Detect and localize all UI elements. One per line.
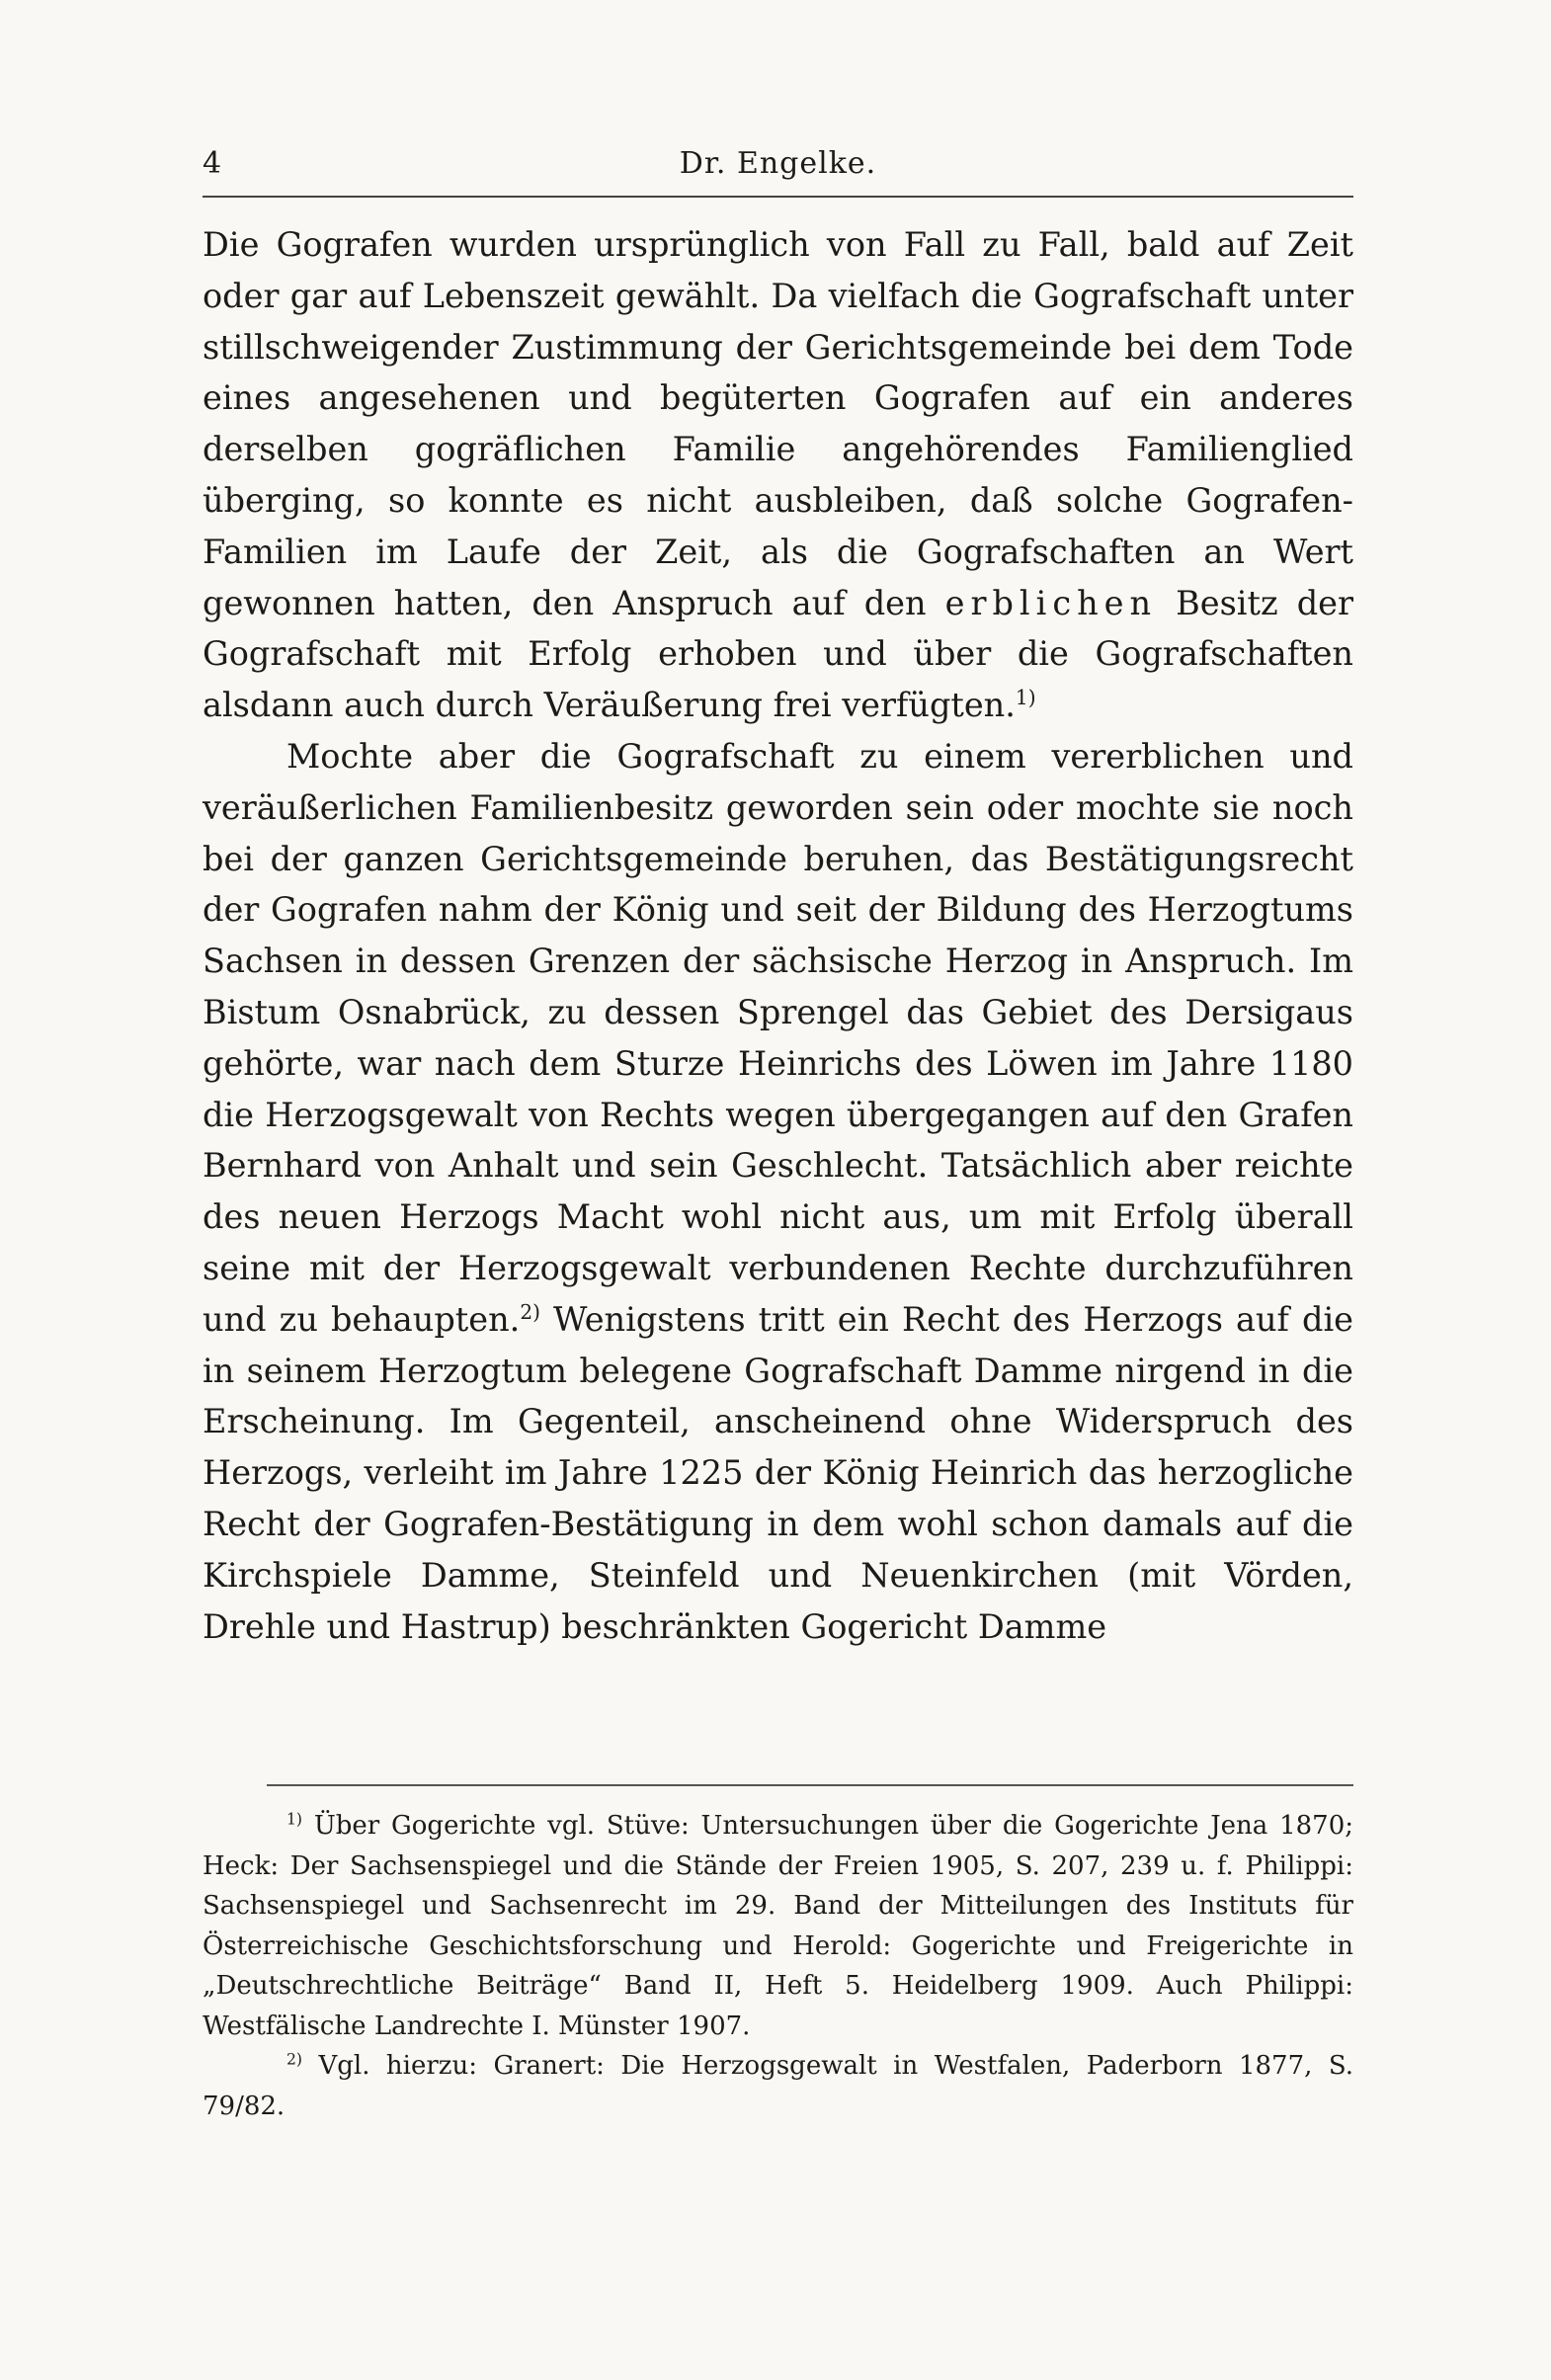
running-head: Dr. Engelke. [679,146,877,181]
footnote-ref-2: 2) [520,1299,540,1324]
paragraph-2-text-a: Mochte aber die Gografschaft zu einem vererblichen und veräußerlichen Familienbesitz geworden sein oder mochte sie noch bei der ganzen Gerichtsgemeinde beruhen, das Bestätigungsrecht der Gografen nahm der König und seit der Bildung des Herzogtums Sachsen in dessen Grenzen der sächsische Herzog in Anspruch. Im Bistum Osnabrück, zu dessen Sprengel das Gebiet des Dersigaus gehörte, war nach dem Sturze Heinrichs des Löwen im Jahre 1180 die Herzogsgewalt von Rechts wegen übergegangen auf den Grafen Bernhard von Anhalt und sein Geschlecht. Tatsächlich aber reichte des neuen Herzogs Macht wohl nicht aus, um mit Erfolg überall seine mit der Herzogsgewalt verbundenen Rechte durchzuführen und zu behaupten. [203,736,1353,1339]
footnote-1-marker: 1) [286,1810,303,1829]
footnote-1-text: Über Gogerichte vgl. Stüve: Untersuchungen über die Gogerichte Jena 1870; Heck: Der Sachsenspiegel und die Stände der Freien 1905, S. 207, 239 u. f. Philippi: Sachsenspiegel und Sachsenrecht im 29. Band der Mitteilungen des Instituts für Österreichische Geschichtsforschung und Herold: Gogerichte und Freigerichte in „Deutschrechtliche Beiträge“ Band II, Heft 5. Heidelberg 1909. Auch Philippi: Westfälische Landrechte I. Münster 1907. [203,1811,1354,2041]
paragraph-1-text-b: Besitz der Gografschaft mit Erfolg erhoben und über die Gografschaften alsdann auch durch Veräußerung frei verfügten. [203,583,1353,725]
header-rule [203,196,1353,198]
footnote-2-marker: 2) [286,2050,303,2069]
page-number: 4 [203,146,222,181]
paragraph-2-text-b: Wenigstens tritt ein Recht des Herzogs auf die in seinem Herzogtum belegene Gografschaft Damme nirgend in die Erscheinung. Im Gegenteil, anscheinend ohne Widerspruch des Herzogs, verleiht im Jahre 1225 der König Heinrich das herzogliche Recht der Gografen-Bestätigung in dem wohl schon damals auf die Kirchspiele Damme, Steinfeld und Neuenkirchen (mit Vörden, Drehle und Hastrup) beschränkten Gogericht Damme [203,1299,1353,1646]
footnote-1 [203,1806,1353,2046]
page-header [203,146,1353,186]
footnote-rule [267,1784,1353,1786]
body-text [203,219,1353,1652]
footnote-2-text: Vgl. hierzu: Granert: Die Herzogsgewalt in Westfalen, Paderborn 1877, S. 79/82. [203,2051,1353,2121]
paragraph-1-text-a: Die Gografen wurden ursprünglich von Fall zu Fall, bald auf Zeit oder gar auf Lebenszeit gewählt. Da vielfach die Gografschaft unter stillschweigender Zustimmung der Gerichtsgemeinde bei dem Tode eines angesehenen und begüterten Gografen auf ein anderes derselben gogräflichen Familie angehörendes Familienglied überging, so konnte es nicht ausbleiben, daß solche Gografen-Familien im Laufe der Zeit, als die Gografschaften an Wert gewonnen hatten, den Anspruch auf den [203,225,1353,622]
footnotes [203,1806,1353,2126]
footnote-2 [203,2046,1353,2126]
emphasized-word: erblichen [944,583,1158,622]
paragraph-1 [203,219,1353,731]
paragraph-2 [203,731,1353,1652]
footnote-ref-1: 1) [1015,686,1036,710]
